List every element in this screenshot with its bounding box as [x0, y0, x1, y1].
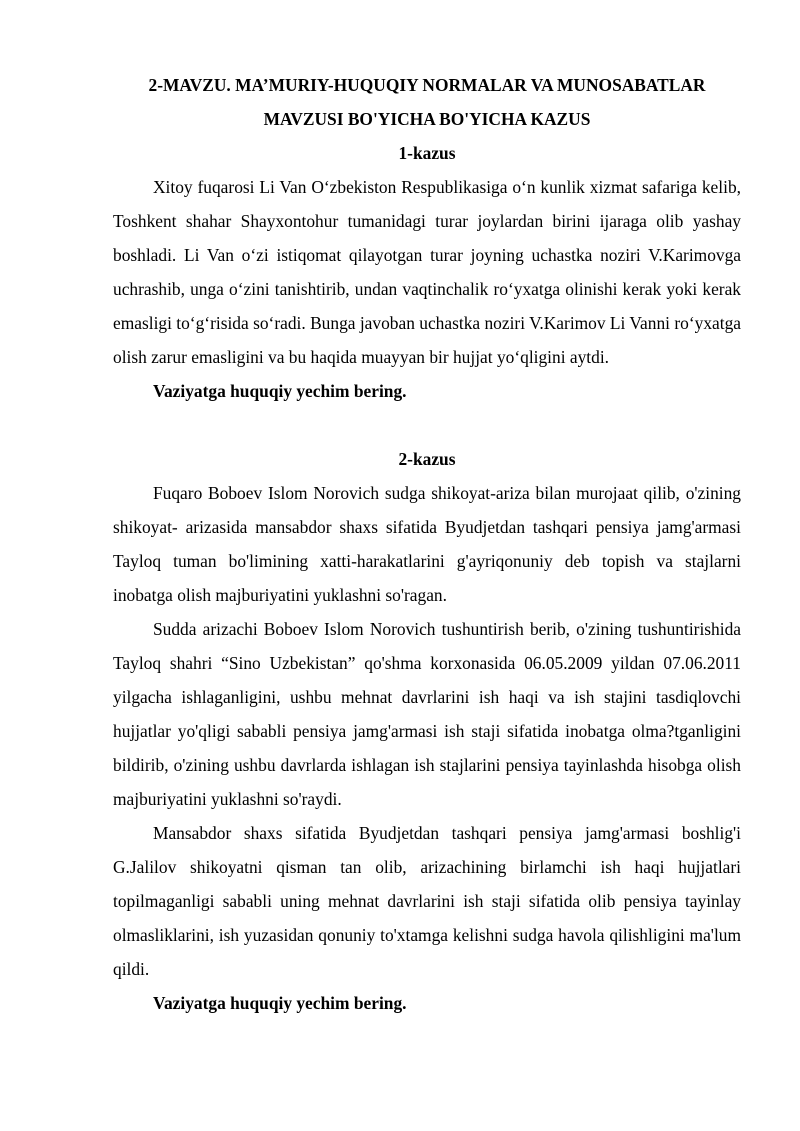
- case-2-paragraph-2: Sudda arizachi Boboev Islom Norovich tushuntirish berib, o'zining tushuntirishida Tayloq shahri “Sino Uzbekistan” qo'shma korxonasida 06.05.2009 yildan 07.06.2011 yilgacha ishlaganligini, ushbu mehnat davrlarini ish haqi va ish stajini tasdiqlovchi hujjatlar yo'qligi sababli pensiya jamg'armasi ish staji sifatida inobatga olma?tganligini bildirib, o'zining ushbu davrlarda ishlagan ish stajlarini pensiya tayinlashda hisobga olish majburiyatini yuklashni so'raydi.: [113, 619, 741, 809]
- case-2-heading: 2-kazus: [398, 449, 456, 469]
- document-page: [113, 68, 741, 1020]
- case-1: [113, 136, 741, 408]
- case-1-task: Vaziyatga huquqiy yechim bering.: [153, 381, 407, 401]
- case-2: [113, 442, 741, 1020]
- title-line-1: 2-MAVZU. MA’MURIY-HUQUQIY NORMALAR VA MUNOSABATLAR: [148, 75, 706, 95]
- case-2-task: Vaziyatga huquqiy yechim bering.: [153, 993, 407, 1013]
- case-2-paragraph-3: Mansabdor shaxs sifatida Byudjetdan tashqari pensiya jamg'armasi boshlig'i G.Jalilov shikoyatni qisman tan olib, arizachining birlamchi ish haqi hujjatlari topilmaganligi sababli uning mehnat davrlarini ish staji sifatida olib pensiya tayinlay olmasliklarini, ish yuzasidan qonuniy to'xtamga kelishni sudga havola qilishligini ma'lum qildi.: [113, 823, 741, 979]
- case-2-paragraph-1: Fuqaro Boboev Islom Norovich sudga shikoyat-ariza bilan murojaat qilib, o'zining shikoyat- arizasida mansabdor shaxs sifatida Byudjetdan tashqari pensiya jamg'armasi Tayloq tuman bo'limining xatti-harakatlarini g'ayriqonuniy deb topish va stajlarni inobatga olish majburiyatini yuklashni so'ragan.: [113, 483, 741, 605]
- title-line-2: MAVZUSI BO'YICHA BO'YICHA KAZUS: [263, 109, 591, 129]
- case-1-heading: 1-kazus: [398, 143, 456, 163]
- section-spacer: [113, 408, 741, 442]
- case-1-paragraph-1: Xitoy fuqarosi Li Van O‘zbekiston Respublikasiga o‘n kunlik xizmat safariga kelib, Toshkent shahar Shayxontohur tumanidagi turar joylardan birini ijaraga olib yashay boshladi. Li Van o‘zi istiqomat qilayotgan turar joyning uchastka noziri V.Karimovga uchrashib, unga o‘zini tanishtirib, undan vaqtinchalik ro‘yxatga olinishi kerak yoki kerak emasligi to‘g‘risida so‘radi. Bunga javoban uchastka noziri V.Karimov Li Vanni ro‘yxatga olish zarur emasligini va bu haqida muayyan bir hujjat yo‘qligini aytdi.: [113, 177, 741, 367]
- document-title: [113, 68, 741, 136]
